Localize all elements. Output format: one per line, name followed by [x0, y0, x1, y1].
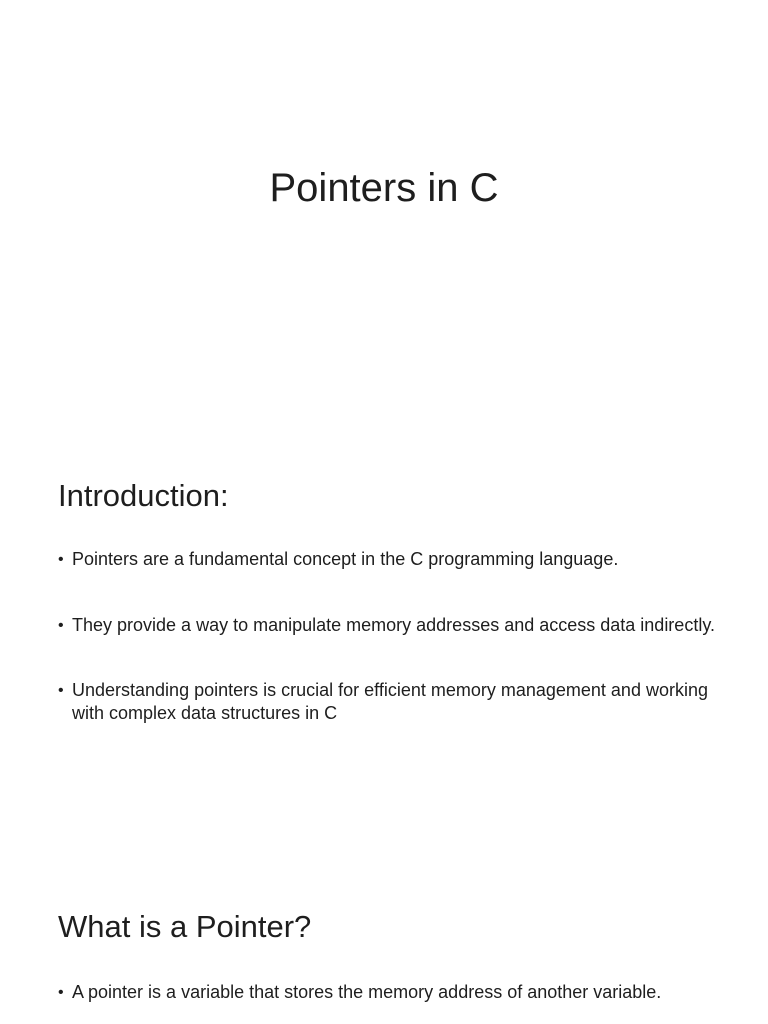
- bullet-dot-icon: •: [58, 551, 64, 568]
- presentation-title: Pointers in C: [269, 166, 499, 210]
- bullet-item: [58, 679, 718, 725]
- bullet-text: Pointers are a fundamental concept in the C programming language.: [72, 549, 619, 569]
- bullet-item: [58, 981, 718, 1004]
- bullet-item: [58, 548, 718, 571]
- bullet-text: A pointer is a variable that stores the memory address of another variable.: [72, 982, 662, 1002]
- bullet-dot-icon: •: [58, 682, 64, 699]
- what-is-pointer-heading: What is a Pointer?: [58, 909, 312, 944]
- introduction-heading: Introduction:: [58, 478, 229, 513]
- what-is-pointer-bullet-list: [58, 981, 718, 1004]
- what-is-pointer-slide: [0, 905, 768, 1024]
- introduction-slide: [0, 470, 768, 890]
- title-slide: [0, 0, 768, 440]
- bullet-dot-icon: •: [58, 617, 64, 634]
- bullet-dot-icon: •: [58, 984, 64, 1001]
- bullet-item: [58, 614, 718, 637]
- bullet-text: Understanding pointers is crucial for efficient memory management and working with complex data structures in C: [72, 680, 708, 723]
- introduction-bullet-list: [58, 548, 718, 725]
- bullet-text: They provide a way to manipulate memory addresses and access data indirectly.: [72, 615, 715, 635]
